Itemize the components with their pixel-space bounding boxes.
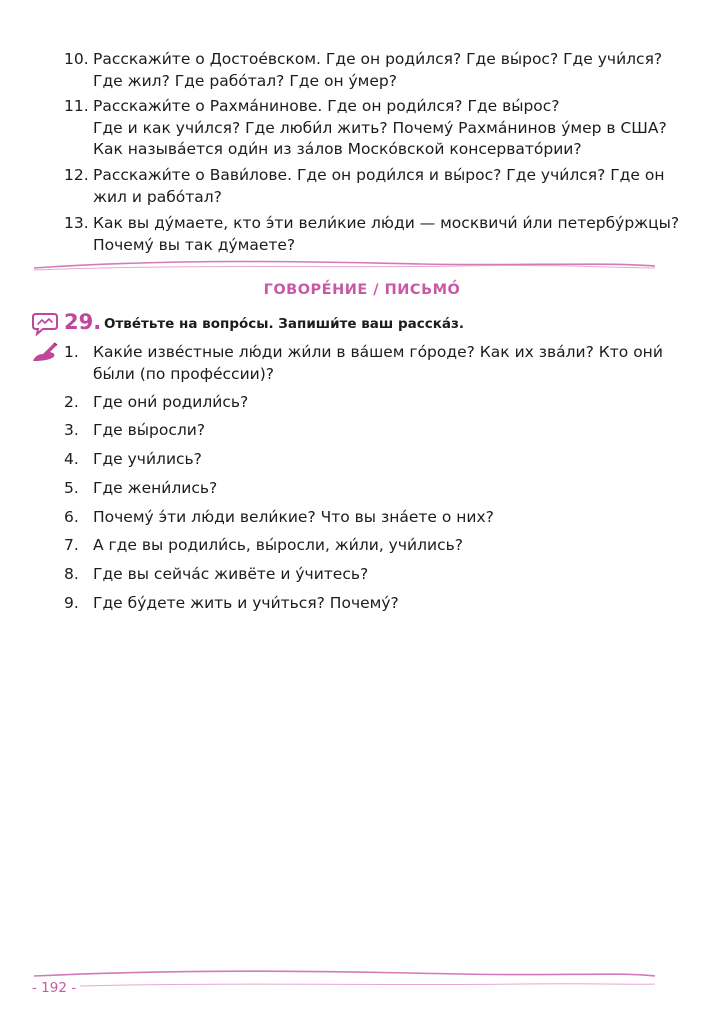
question-number: 12. (64, 166, 89, 184)
question-number: 3. (64, 421, 79, 439)
question-number: 1. (64, 343, 79, 361)
exercise-number: 29. (64, 310, 102, 334)
question-number: 4. (64, 450, 79, 468)
question-line: Где бу́дете жить и учи́ться? Почему́? (93, 594, 399, 612)
question-line: Где они́ родили́сь? (93, 393, 249, 411)
question-line: Расскажи́те о Вави́лове. Где он роди́лся и вы́рос? Где учи́лся? Где он (93, 166, 665, 184)
question-number: 13. (64, 214, 89, 232)
question-line: Где и как учи́лся? Где люби́л жить? Почему́ Рахма́нинов у́мер в США? (93, 118, 667, 137)
question-line: Где жил? Где рабо́тал? Где он у́мер? (93, 71, 397, 90)
exercise-instruction: Отве́тьте на вопро́сы. Запиши́те ваш расска́з. (104, 316, 464, 332)
question-number: 6. (64, 508, 79, 526)
question-line: Каки́е изве́стные лю́ди жи́ли в ва́шем го́роде? Как их зва́ли? Кто они́ (93, 343, 663, 361)
question-line: Расскажи́те о Достое́вском. Где он роди́лся? Где вы́рос? Где учи́лся? (93, 50, 663, 68)
question-number: 11. (64, 97, 89, 115)
question-line: Где учи́лись? (93, 450, 202, 468)
question-line: жил и рабо́тал? (93, 187, 222, 206)
question-number: 5. (64, 479, 79, 497)
question-line: Как называ́ется оди́н из за́лов Моско́вской консервато́рии? (93, 140, 582, 158)
question-line: бы́ли (по профе́ссии)? (93, 364, 275, 383)
question-line: Расскажи́те о Рахма́нинове. Где он роди́лся? Где вы́рос? (93, 97, 560, 115)
question-line: Почему́ вы так ду́маете? (93, 235, 296, 254)
question-number: 2. (64, 393, 79, 411)
question-line: Где вы́росли? (93, 421, 206, 439)
question-line: Где вы сейча́с живёте и у́читесь? (93, 565, 369, 583)
question-number: 10. (64, 50, 89, 68)
question-number: 8. (64, 565, 79, 583)
page-number: - 192 - (32, 980, 77, 996)
question-line: Как вы ду́маете, кто э́ти вели́кие лю́ди — москвичи́ и́ли петербу́ржцы? (93, 214, 680, 232)
question-line: Почему́ э́ти лю́ди вели́кие? Что вы зна́ете о них? (93, 508, 494, 526)
question-number: 9. (64, 594, 79, 612)
section-title: ГОВОРЕ́НИЕ / ПИСЬМО́ (263, 282, 461, 298)
question-line: Где жени́лись? (93, 479, 218, 497)
question-number: 7. (64, 536, 79, 554)
question-line: А где вы родили́сь, вы́росли, жи́ли, учи́лись? (93, 536, 463, 554)
